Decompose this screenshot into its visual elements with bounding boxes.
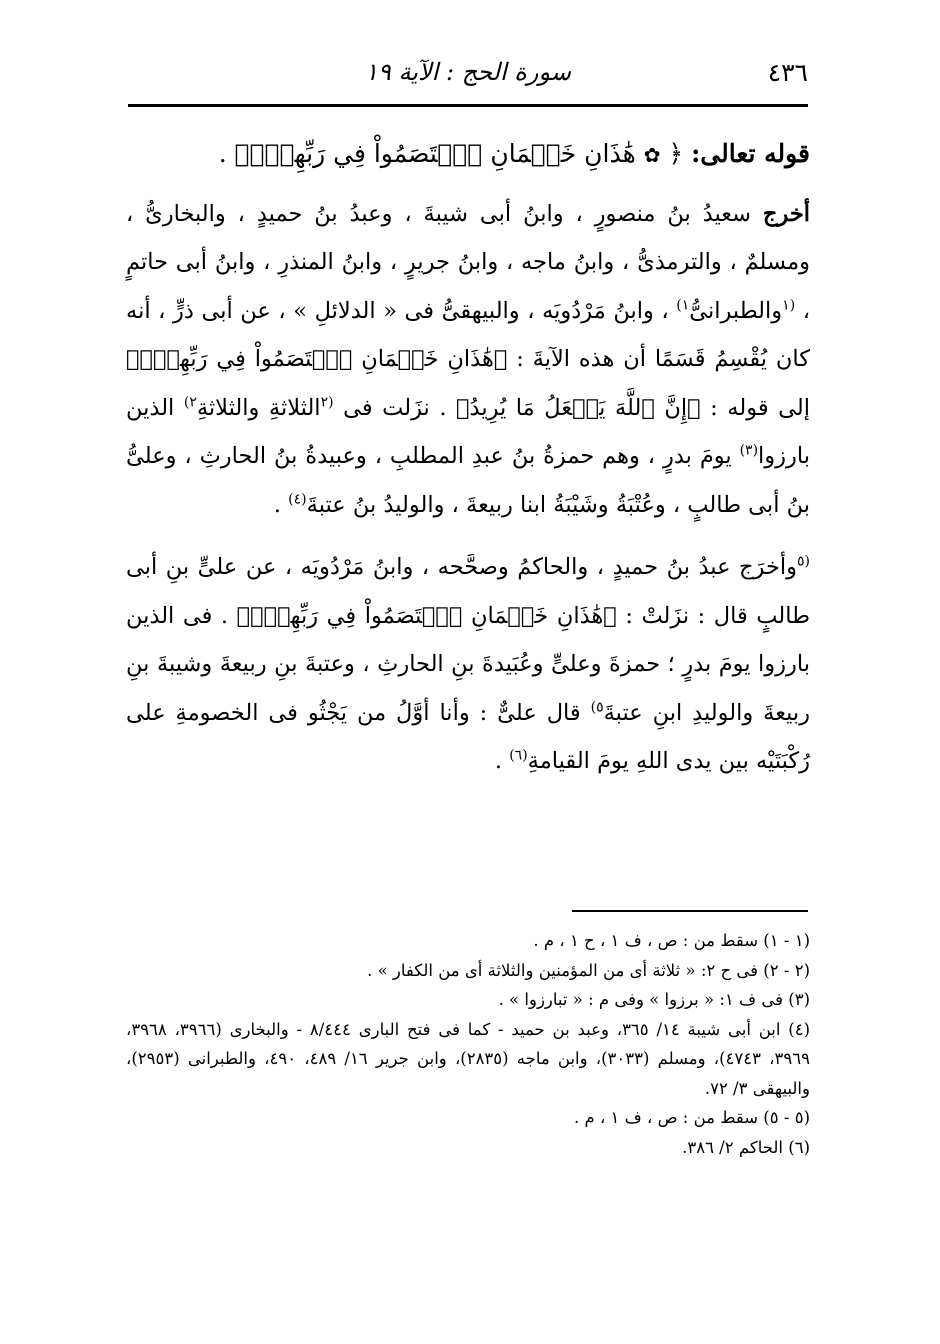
paragraph-1-text-e: الذين بارزوا <box>126 394 810 469</box>
footnote-mark-5-open: (٥ <box>797 553 810 570</box>
ayah-flower-icon: ✿ <box>643 143 661 167</box>
paragraph-1-end: . <box>273 491 289 518</box>
footnote-3: (٣) فى ف ١: « برزوا » وفى م : « تبارزوا » . <box>498 990 810 1009</box>
quote-close: ﴾ . <box>218 139 250 168</box>
footnote-4: (٤) ابن أبى شيبة ١٤/ ٣٦٥، وعبد بن حميد - كما فى فتح البارى ٨/٤٤٤ - والبخارى (٣٩٦٦، ٣٩٦٨، ٣٩٦٩، ٤٧٤٣)، ومسلم (٣٠٣٣)، وابن ماجه (٢٨٣٥)، وابن جرير ١٦/ ٤٨٩، ٤٩٠، والطبرانى (٢٩٥٣)، والبيهقى ٣/ ٧٢. <box>126 1019 810 1098</box>
paragraph-1-text-b: والطبرانىُّ <box>689 297 783 324</box>
verse-heading <box>126 130 810 180</box>
footnote-mark-6: (٦) <box>509 747 528 764</box>
header-rule <box>128 104 808 107</box>
quote-open: ﴿ <box>660 139 684 168</box>
page-header <box>128 52 808 96</box>
footnote-mark-2-close: ٢) <box>183 394 197 410</box>
running-title: سورة الحج : الآية ١٩ <box>365 58 571 86</box>
paragraph-lead-word: أخرج <box>762 200 810 227</box>
paragraph-2 <box>126 543 810 786</box>
footnote-mark-4: (٤) <box>288 491 307 507</box>
footnote-6: (٦) الحاكم ٢/ ٣٨٦. <box>682 1137 810 1157</box>
footnote-mark-1-close: ١) <box>676 297 690 313</box>
footnote-rule <box>572 910 808 912</box>
footnotes <box>126 926 810 1162</box>
paragraph-2-text-a: وأخرَج عبدُ بنُ حميدٍ ، والحاكمُ وصحَّحه ، وابنُ مَرْدُويَه ، عن علىٍّ بنِ أبى طالبٍ قال : نزَلتْ : ﴿هَٰذَانِ خَصۡمَانِ ٱخۡتَصَمُواْ فِي رَبِّهِمۡۖ﴾ . فى الذين بارزوا يومَ بدرٍ ؛ حمزةَ وعلىٍّ وعُبَيدةَ بنِ الحارثِ ، وعتبةَ بنِ ربيعةَ وشيبةَ بنِ ربيعةَ والوليدِ ابنِ عتبةَ <box>126 554 810 726</box>
paragraph-1 <box>126 190 810 530</box>
footnote-mark-1-open: (١ <box>782 297 796 313</box>
footnote-mark-3: (٣) <box>739 442 759 459</box>
footnote-2: (٢ - ٢) فى ح ٢: « ثلاثة أى من المؤمنين والثلاثة أى من الكفار » . <box>367 960 810 980</box>
paragraph-1-text-a: سعيدُ بنُ منصورٍ ، وابنُ أبى شيبةَ ، وعبدُ بنُ حميدٍ ، والبخارىُّ ، ومسلمٌ ، والترمذىُّ ، وابنُ ماجه ، وابنُ جريرٍ ، وابنُ المنذرِ ، وابنُ أبى حاتمٍ ، <box>126 200 810 324</box>
paragraph-1-text-d: الثلاثةِ والثلاثةِ <box>196 394 321 421</box>
page-number: ٤٣٦ <box>767 58 808 87</box>
footnote-mark-5-close: ٥) <box>590 699 604 715</box>
paragraph-2-end: . <box>494 748 510 774</box>
paragraph-2-text-b: قال علىٌّ : وأنا أوَّلُ من يَجْثُو فى الخصومةِ على رُكْبَتَيْه بين يدى اللهِ يومَ القيامةِ <box>126 699 810 774</box>
footnote-5: (٥ - ٥) سقط من : ص ، ف ١ ، م . <box>574 1108 810 1127</box>
paragraph-1-text-f: يومَ بدرٍ ، وهم حمزةُ بنُ عبدِ المطلبِ ، وعبيدةُ بنُ الحارثِ ، وعلىُّ بنُ أبى طالبٍ ، وعُتْبَةُ وشَيْبَةُ ابنا ربيعةَ ، والوليدُ بنُ عتبةَ <box>126 443 810 518</box>
footnote-mark-2-open: (٢ <box>320 394 334 410</box>
heading-verse: هَٰذَانِ خَصۡمَانِ ٱخۡتَصَمُواْ فِي رَبِّهِمۡۖ <box>249 139 644 168</box>
footnote-1: (١ - ١) سقط من : ص ، ف ١ ، ح ١ ، م . <box>533 931 810 950</box>
paragraph-1-text-c: ، وابنُ مَرْدُويَه ، والبيهقىُّ فى « الدلائلِ » ، عن أبى ذرٍّ ، أنه كان يُقْسِمُ قَسَمًا أن هذه الآيةَ : ﴿هَٰذَانِ خَصۡمَانِ ٱخۡتَصَمُواْ فِي رَبِّهِمۡۖ﴾ إلى قوله : ﴿إِنَّ ٱللَّهَ يَفۡعَلُ مَا يُرِيدُ﴾ . نزَلت فى <box>126 297 810 421</box>
main-text <box>126 130 810 890</box>
heading-lead-in: قوله تعالى: <box>691 139 810 168</box>
